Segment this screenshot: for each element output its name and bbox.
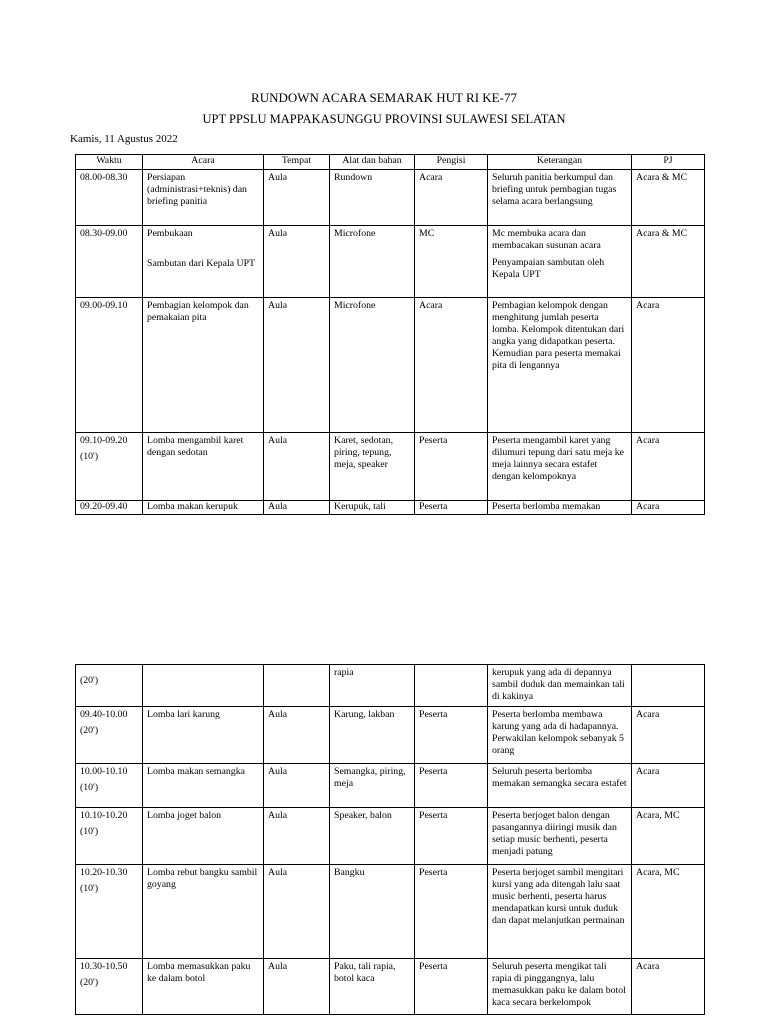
duration: (10') xyxy=(80,826,99,837)
cell-acara: Lomba makan semangka xyxy=(143,764,264,808)
cell-waktu: 10.20-10.30 (10') xyxy=(76,865,143,959)
cell-pj: Acara & MC xyxy=(632,226,705,298)
cell-acara: Pembukaan Sambutan dari Kepala UPT xyxy=(143,226,264,298)
table-row xyxy=(76,226,705,298)
table-row xyxy=(76,959,705,1015)
document-title: RUNDOWN ACARA SEMARAK HUT RI KE-77 xyxy=(251,90,517,105)
cell-acara: Lomba makan kerupuk xyxy=(143,501,264,515)
cell-keterangan: Mc membuka acara dan membacakan susunan acara Penyampaian sambutan oleh Kepala UPT xyxy=(488,226,632,298)
header-alat-dan-bahan: Alat dan bahan xyxy=(330,155,415,170)
cell-alat: rapia xyxy=(330,665,415,707)
cell-pj: Acara xyxy=(632,959,705,1015)
cell-alat: Speaker, balon xyxy=(330,808,415,865)
cell-keterangan: Seluruh peserta berlomba memakan semangka secara estafet xyxy=(488,764,632,808)
cell-alat: Karet, sedotan, piring, tepung, meja, speaker xyxy=(330,433,415,501)
cell-waktu xyxy=(76,665,143,707)
cell-alat: Semangka, piring, meja xyxy=(330,764,415,808)
cell-tempat: Aula xyxy=(264,226,330,298)
header-pengisi: Pengisi xyxy=(415,155,488,170)
table-row xyxy=(76,808,705,865)
cell-pengisi: Peserta xyxy=(415,501,488,515)
table-row xyxy=(76,707,705,764)
cell-waktu: 08.30-09.00 xyxy=(76,226,143,298)
cell-pj: Acara xyxy=(632,298,705,433)
cell-pengisi: Peserta xyxy=(415,764,488,808)
table-row xyxy=(76,501,705,515)
duration: (20') xyxy=(80,725,99,736)
cell-keterangan: Peserta berlomba memakan xyxy=(488,501,632,515)
table-row xyxy=(76,170,705,226)
header-keterangan: Keterangan xyxy=(488,155,632,170)
cell-waktu: 10.10-10.20 (10') xyxy=(76,808,143,865)
document-subtitle: UPT PPSLU MAPPAKASUNGGU PROVINSI SULAWESI SELATAN xyxy=(202,112,566,126)
cell-waktu: 08.00-08.30 xyxy=(76,170,143,226)
cell-alat: Rundown xyxy=(330,170,415,226)
duration: (10') xyxy=(80,883,99,894)
cell-waktu: 09.10-09.20 (10') xyxy=(76,433,143,501)
cell-pengisi: Peserta xyxy=(415,808,488,865)
table-row xyxy=(76,865,705,959)
cell-pj: Acara, MC xyxy=(632,865,705,959)
cell-pengisi: Peserta xyxy=(415,433,488,501)
cell-acara: Lomba rebut bangku sambil goyang xyxy=(143,865,264,959)
cell-alat: Kerupuk, tali xyxy=(330,501,415,515)
cell-pengisi: Peserta xyxy=(415,959,488,1015)
header-tempat: Tempat xyxy=(264,155,330,170)
table-row xyxy=(76,433,705,501)
cell-keterangan: Peserta berjoget balon dengan pasangannya diiringi musik dan setiap music berhenti, peserta menjadi patung xyxy=(488,808,632,865)
rundown-table-page-1 xyxy=(75,154,705,515)
header-pj: PJ xyxy=(632,155,705,170)
duration: (10') xyxy=(80,782,99,793)
cell-keterangan: Peserta berjoget sambil mengitari kursi yang ada ditengah lalu saat music berhenti, peserta harus mendapatkan kursi untuk duduk dan dapat melanjutkan permainan xyxy=(488,865,632,959)
cell-keterangan: Seluruh panitia berkumpul dan briefing untuk pembagian tugas selama acara berlangsung xyxy=(488,170,632,226)
cell-tempat: Aula xyxy=(264,707,330,764)
cell-alat: Microfone xyxy=(330,226,415,298)
cell-acara: Lomba memasukkan paku ke dalam botol xyxy=(143,959,264,1015)
cell-pengisi xyxy=(415,665,488,707)
cell-pengisi: Acara xyxy=(415,170,488,226)
cell-keterangan: kerupuk yang ada di depannya sambil duduk dan memainkan tali di kakinya xyxy=(488,665,632,707)
cell-alat: Karung, lakban xyxy=(330,707,415,764)
cell-waktu: 10.00-10.10 (10') xyxy=(76,764,143,808)
cell-tempat: Aula xyxy=(264,959,330,1015)
cell-tempat: Aula xyxy=(264,501,330,515)
cell-pj: Acara xyxy=(632,764,705,808)
rundown-table-page-2 xyxy=(75,664,705,1015)
document-date: Kamis, 11 Agustus 2022 xyxy=(70,133,178,145)
cell-acara: Pembagian kelompok dan pemakaian pita xyxy=(143,298,264,433)
cell-pengisi: Acara xyxy=(415,298,488,433)
cell-waktu: 09.00-09.10 xyxy=(76,298,143,433)
cell-alat: Microfone xyxy=(330,298,415,433)
cell-acara: Lomba lari karung xyxy=(143,707,264,764)
cell-keterangan: Pembagian kelompok dengan menghitung jumlah peserta lomba. Kelompok ditentukan dari angka yang didapatkan peserta. Kemudian para peserta memakai pita di lengannya xyxy=(488,298,632,433)
cell-keterangan: Seluruh peserta mengikat tali rapia di pinggangnya, lalu memasukkan paku ke dalam botol kaca secara berkelompok xyxy=(488,959,632,1015)
cell-tempat: Aula xyxy=(264,298,330,433)
cell-pengisi: MC xyxy=(415,226,488,298)
cell-acara: Lomba mengambil karet dengan sedotan xyxy=(143,433,264,501)
cell-waktu: 09.20-09.40 xyxy=(76,501,143,515)
cell-pj: Acara xyxy=(632,501,705,515)
cell-pengisi: Peserta xyxy=(415,707,488,764)
cell-pj: Acara xyxy=(632,433,705,501)
cell-waktu: 10.30-10.50 (20') xyxy=(76,959,143,1015)
cell-keterangan: Peserta mengambil karet yang dilumuri tepung dari satu meja ke meja lainnya secara estafet dengan kelompoknya xyxy=(488,433,632,501)
cell-tempat: Aula xyxy=(264,764,330,808)
cell-pj: Acara xyxy=(632,707,705,764)
cell-acara xyxy=(143,665,264,707)
cell-tempat xyxy=(264,665,330,707)
table-header-row xyxy=(76,155,705,170)
duration: (20') xyxy=(80,977,99,988)
cell-pj: Acara & MC xyxy=(632,170,705,226)
cell-acara: Lomba joget balon xyxy=(143,808,264,865)
cell-pengisi: Peserta xyxy=(415,865,488,959)
cell-alat: Bangku xyxy=(330,865,415,959)
table-row xyxy=(76,298,705,433)
header-waktu: Waktu xyxy=(76,155,143,170)
cell-acara: Persiapan (administrasi+teknis) dan briefing panitia xyxy=(143,170,264,226)
cell-tempat: Aula xyxy=(264,170,330,226)
duration: (10') xyxy=(80,451,99,462)
table-row xyxy=(76,665,705,707)
cell-pj xyxy=(632,665,705,707)
cell-keterangan: Peserta berlomba membawa karung yang ada di hadapannya. Perwakilan kelompok sebanyak 5 orang xyxy=(488,707,632,764)
table-row xyxy=(76,764,705,808)
cell-alat: Paku, tali rapia, botol kaca xyxy=(330,959,415,1015)
cell-waktu: 09.40-10.00 (20') xyxy=(76,707,143,764)
cell-tempat: Aula xyxy=(264,865,330,959)
header-acara: Acara xyxy=(143,155,264,170)
cell-pj: Acara, MC xyxy=(632,808,705,865)
cell-tempat: Aula xyxy=(264,433,330,501)
cell-tempat: Aula xyxy=(264,808,330,865)
duration: (20') xyxy=(80,675,99,686)
